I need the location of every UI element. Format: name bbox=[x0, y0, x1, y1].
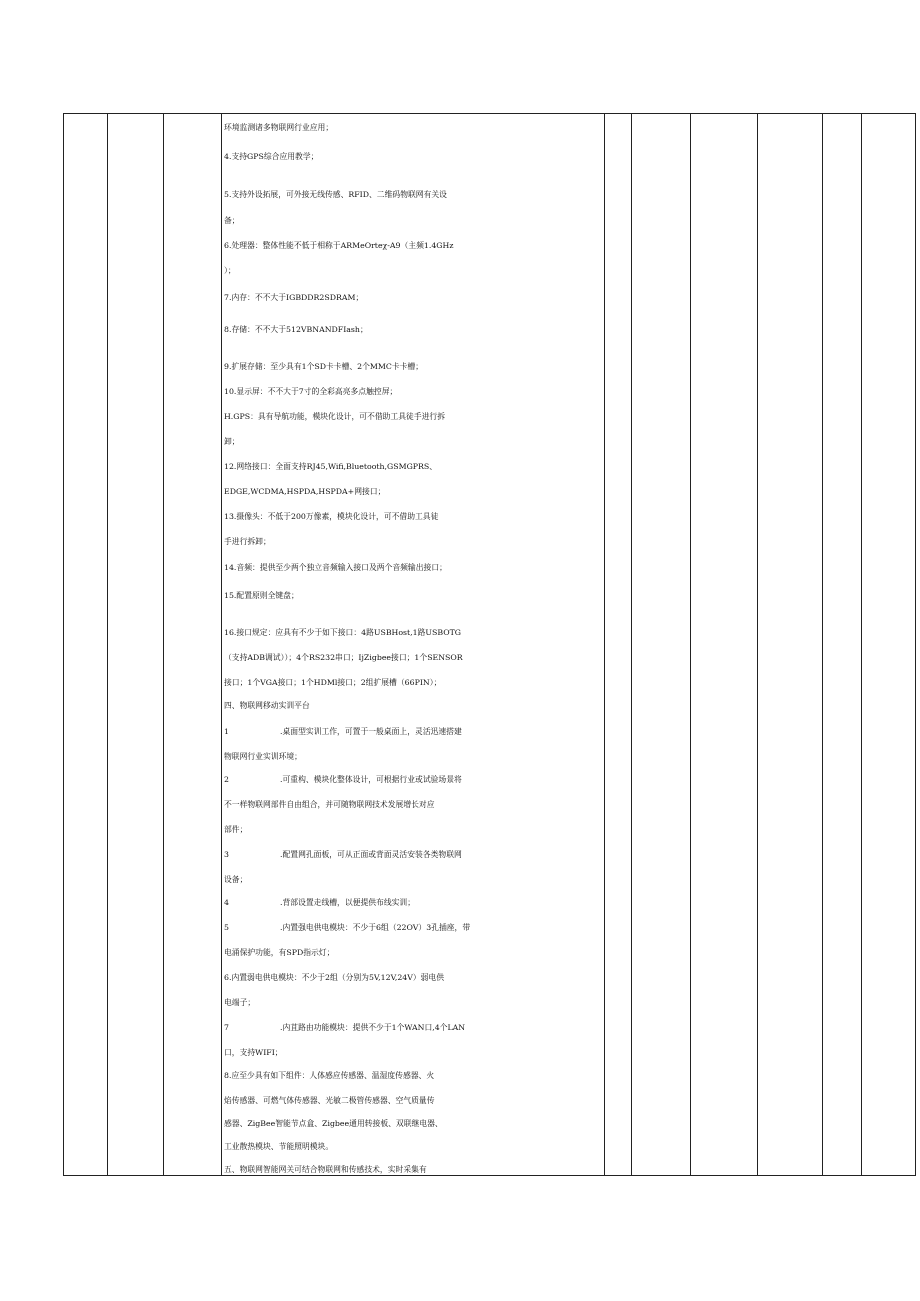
spec-line: （支持ADB调试））；4个RS232串口；IjZigbee接口；1个SENSOR bbox=[224, 653, 463, 662]
spec-line: 14.音频：提供至少两个独立音频输入接口及两个音频输出接口； bbox=[224, 563, 447, 572]
spec-line: 工业散热模块、节能照明模块。 bbox=[224, 1142, 334, 1151]
spec-line: 10.显示屏：不不大于7寸的全彩高亮多点触控屏； bbox=[224, 387, 398, 396]
empty-cell-col9 bbox=[823, 114, 861, 1175]
spec-line: 9.扩展存储：至少具有1个SD卡卡槽、2个MMC卡卡槽； bbox=[224, 362, 424, 371]
spec-line: 焰传感器、可燃气体传感器、光敏二极管传感器、空气质量传 bbox=[224, 1096, 435, 1105]
spec-line: 4.支持GPS综合应用教学； bbox=[224, 152, 319, 161]
empty-cell-col2 bbox=[108, 114, 163, 1175]
spec-line: 接口；1个VGA接口；1个HDMl接口；2组扩展槽（66PIN）； bbox=[224, 678, 442, 687]
numbered-spec-line bbox=[224, 895, 604, 911]
item-text: .可重构、模块化整体设计，可根据行业或试验场景将 bbox=[280, 775, 462, 784]
item-number: 1 bbox=[224, 727, 229, 736]
spec-line: 12.网络接口：全面支持RJ45,Wifi,Bluetooth,GSMGPRS、 bbox=[224, 462, 438, 471]
spec-line: 手进行拆卸； bbox=[224, 537, 271, 546]
spec-line: 备； bbox=[224, 216, 240, 225]
section-heading: 五、物联网智能网关可结合物联网和传感技术，实时采集有 bbox=[224, 1165, 427, 1174]
spec-line: 8.存储：不不大于512VBNANDFIash； bbox=[224, 325, 368, 334]
numbered-spec-line bbox=[224, 1020, 604, 1036]
section-heading: 四、物联网移动实训平台 bbox=[224, 701, 310, 710]
spec-content-cell bbox=[222, 114, 604, 1175]
spec-line: 6.内置弱电供电模块：不少于2组（分别为5V,12V,24V）弱电供 bbox=[224, 973, 445, 982]
spec-line: 7.内存：不不大于IGBDDR2SDRAM； bbox=[224, 293, 364, 302]
spec-line: 设备； bbox=[224, 875, 248, 884]
item-text: .桌面型实训工作，可置于一般桌面上，灵活迅速搭建 bbox=[280, 727, 462, 736]
spec-line: EDGE,WCDMA,HSPDA,HSPDA+网接口； bbox=[224, 487, 386, 496]
spec-line: 物联网行业实训环境； bbox=[224, 752, 302, 761]
spec-line: 6.处理器：整体性能不低于相称于ARMeOrteχ-A9（主频1.4GHz bbox=[224, 241, 454, 250]
item-number: 4 bbox=[224, 898, 229, 907]
spec-line: 16.接口规定：应具有不少于如下接口：4路USBHost,1路USBOTG bbox=[224, 628, 462, 637]
empty-cell-col7 bbox=[691, 114, 757, 1175]
spec-line: 不一样物联网部件自由组合，并可随物联网技术发展增长对应 bbox=[224, 800, 435, 809]
spec-line: 5.支持外设拓展，可外接无线传感、RFID、二维码物联网有关设 bbox=[224, 190, 447, 199]
item-number: 2 bbox=[224, 775, 229, 784]
spec-line: 感器、ZigBee智能节点盒、Zigbee通用转接板、双联继电器、 bbox=[224, 1119, 443, 1128]
spec-line: 部件； bbox=[224, 825, 248, 834]
numbered-spec-line bbox=[224, 772, 604, 788]
numbered-spec-line bbox=[224, 724, 604, 740]
spec-line: H.GPS：具有导航功能，模块化设计，可不借助工具徒手进行拆 bbox=[224, 412, 446, 421]
item-number: 5 bbox=[224, 923, 229, 932]
spec-line: 8.应至少具有如下组件：人体感应传感器、温湿度传感器、火 bbox=[224, 1071, 435, 1080]
item-number: 3 bbox=[224, 850, 229, 859]
empty-cell-col1 bbox=[64, 114, 107, 1175]
spec-line: 电端子； bbox=[224, 998, 256, 1007]
numbered-spec-line bbox=[224, 847, 604, 863]
numbered-spec-line bbox=[224, 920, 604, 936]
spec-line: 口，支持WIFI； bbox=[224, 1048, 283, 1057]
item-text: .内置强电供电模块：不少于6组（22OV）3孔插座，带 bbox=[280, 923, 471, 932]
item-text: .配置网孔面板，可从正面或背面灵活安装各类物联网 bbox=[280, 850, 462, 859]
spec-line: 13.摄像头：不低于200万像素，模块化设计，可不借助工具徒 bbox=[224, 512, 439, 521]
spec-line: ）； bbox=[224, 266, 236, 275]
spec-table bbox=[63, 113, 916, 1176]
empty-cell-col8 bbox=[758, 114, 822, 1175]
spec-line: 环境监测诸多物联网行业应用； bbox=[224, 123, 334, 132]
spec-line: 电涌保护功能，有SPD指示灯； bbox=[224, 948, 335, 957]
spec-line: 卸； bbox=[224, 437, 240, 446]
empty-cell-col6 bbox=[632, 114, 690, 1175]
item-number: 7 bbox=[224, 1023, 229, 1032]
empty-cell-col10 bbox=[862, 114, 916, 1175]
item-text: .背部设置走线槽，以便提供布线实训； bbox=[280, 898, 416, 907]
empty-cell-col3 bbox=[164, 114, 221, 1175]
spec-line: 15.配置原则全键盘； bbox=[224, 591, 299, 600]
empty-cell-col5 bbox=[605, 114, 631, 1175]
item-text: .内苴路由功能模块：提供不少于1个WAN口,4个LAN bbox=[280, 1023, 466, 1032]
